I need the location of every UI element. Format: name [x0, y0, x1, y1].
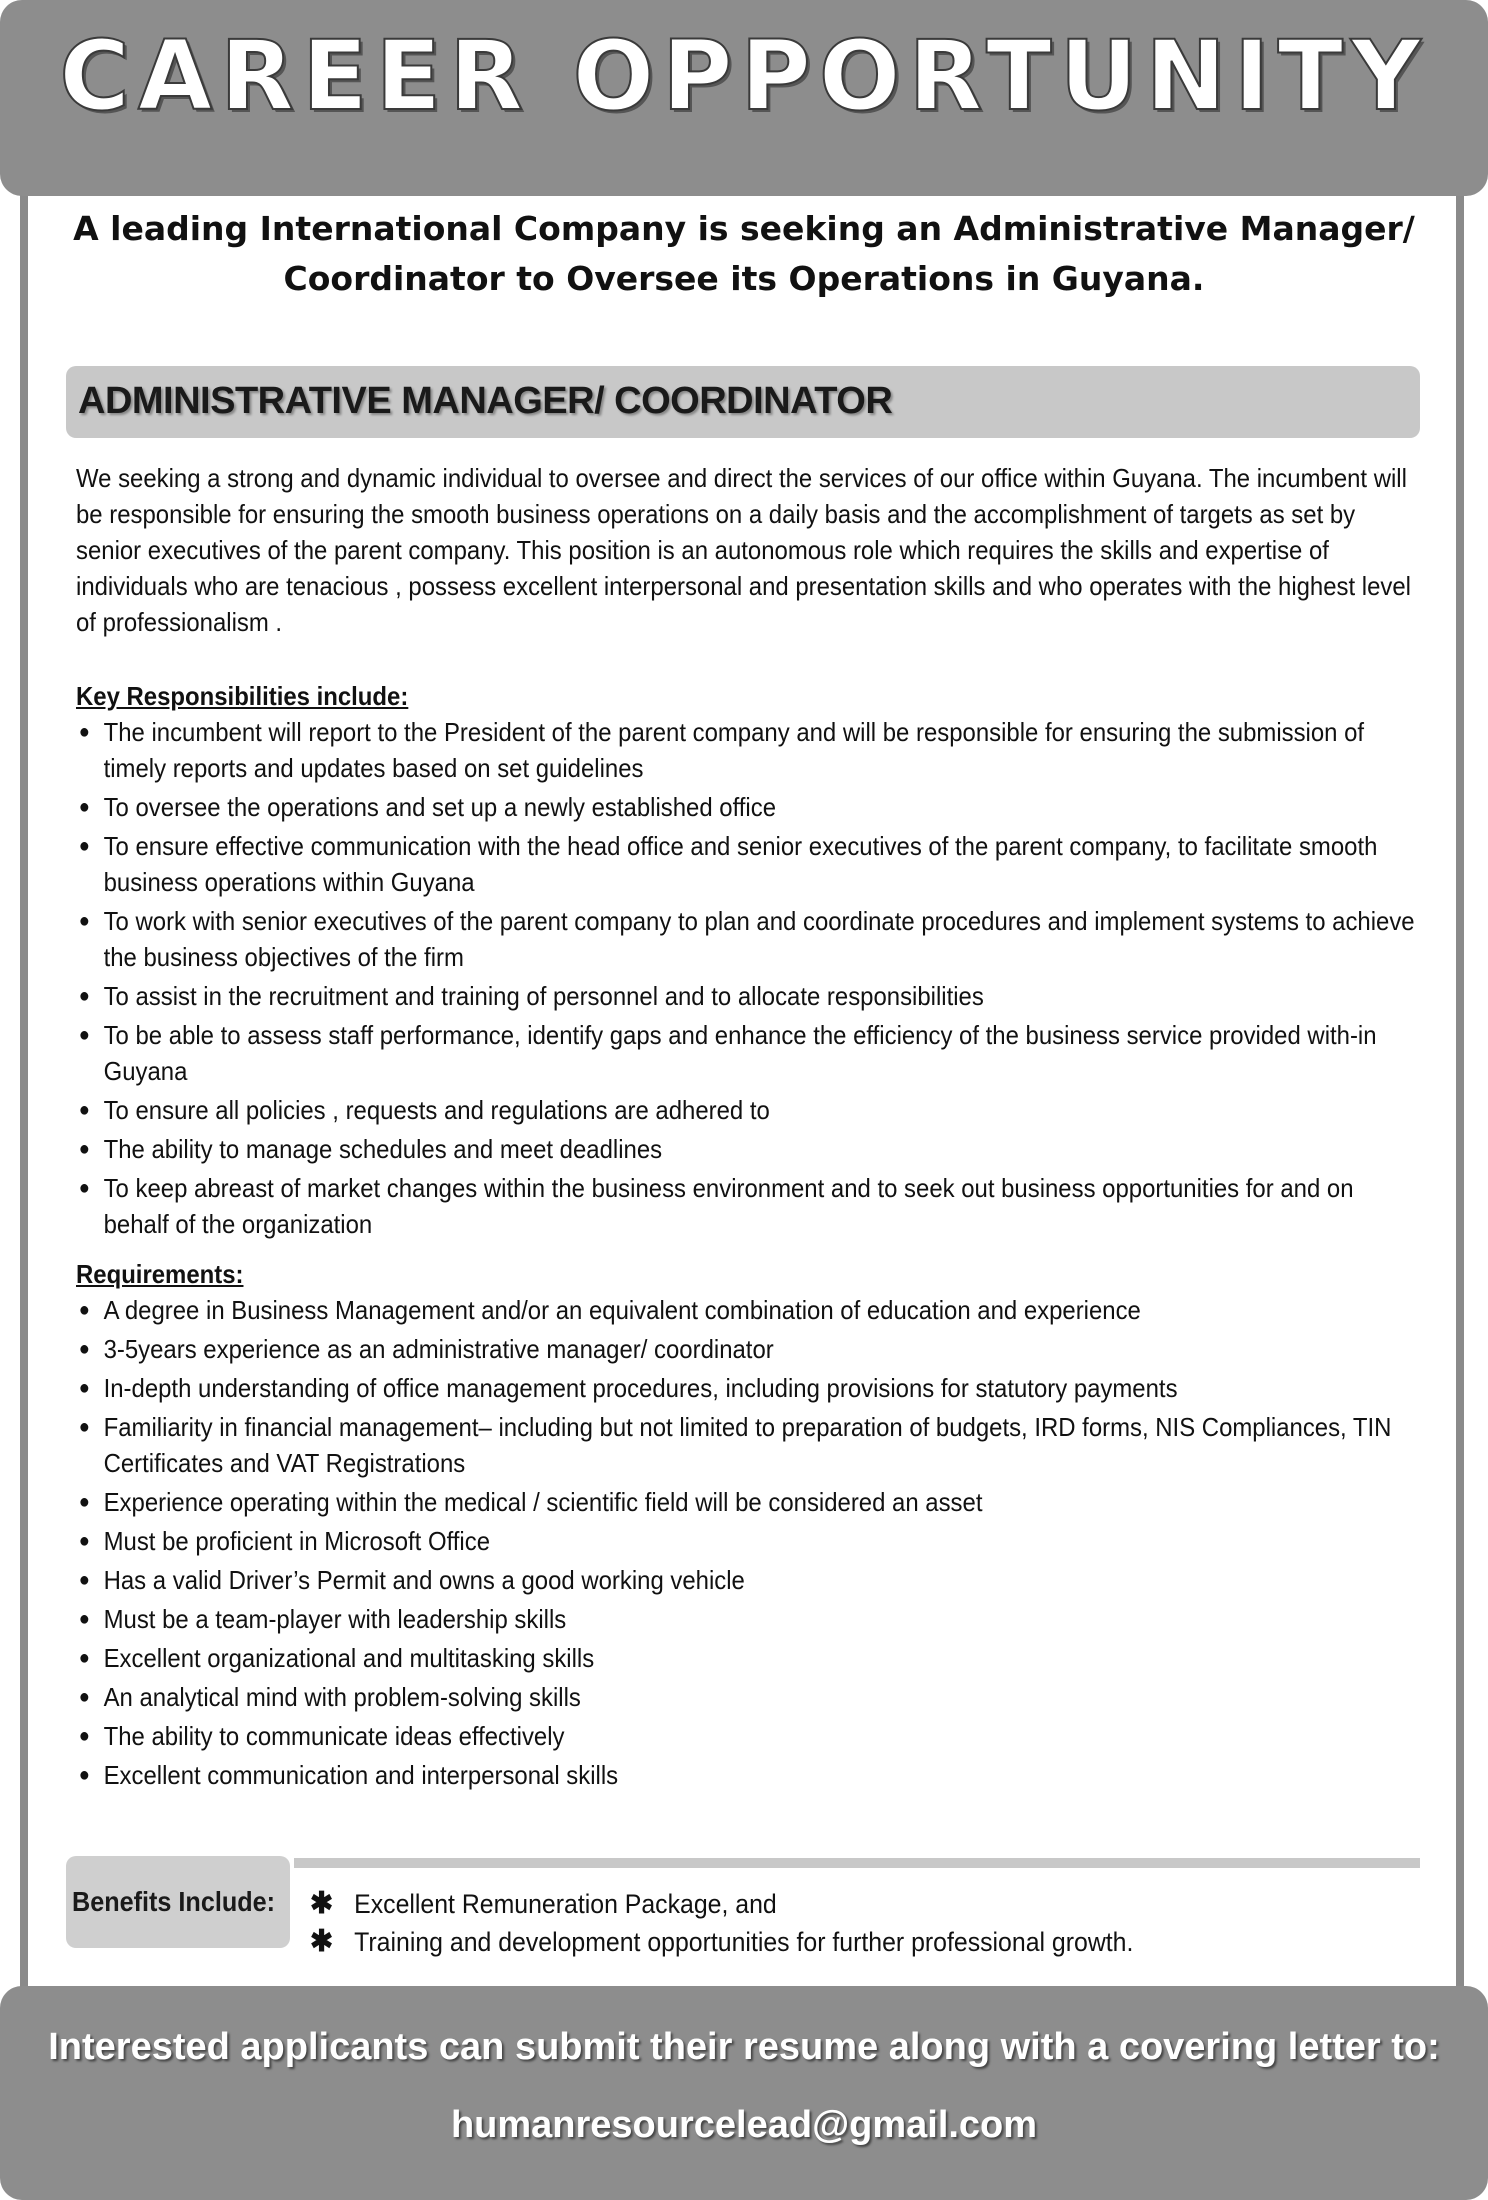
bullet-icon: ●	[78, 1647, 90, 1669]
bullet-icon: ●	[78, 1377, 90, 1399]
bullet-icon: ●	[78, 721, 90, 743]
footer-banner	[0, 1986, 1488, 2200]
list-item: ● To oversee the operations and set up a newly established office	[76, 789, 1415, 825]
tagline-line-1: A leading International Company is seeking an Administrative Manager/	[73, 209, 1415, 248]
bullet-icon: ●	[78, 1138, 90, 1160]
benefits-section	[66, 1856, 1420, 1958]
list-item: ● An analytical mind with problem-solving skills	[76, 1679, 1415, 1715]
bullet-icon: ●	[78, 1725, 90, 1747]
requirements-heading: Requirements:	[76, 1259, 244, 1289]
list-item: ● Familiarity in financial management– including but not limited to preparation of budgets, IRD forms, NIS Compliances, TIN Certificates and VAT Registrations	[76, 1409, 1415, 1481]
bullet-icon: ●	[78, 835, 90, 857]
requirements-section	[76, 1256, 1415, 1796]
asterisk-icon: ✱	[310, 1925, 334, 1958]
list-item: ● Excellent organizational and multitasking skills	[76, 1640, 1415, 1676]
bullet-icon: ●	[78, 1177, 90, 1199]
bullet-icon: ●	[78, 1299, 90, 1321]
list-item: ● Must be a team-player with leadership skills	[76, 1601, 1415, 1637]
benefits-divider	[294, 1858, 1420, 1868]
bullet-icon: ●	[78, 1764, 90, 1786]
benefit-item: ✱ Excellent Remuneration Package, and	[310, 1887, 777, 1920]
benefits-label: Benefits Include:	[72, 1886, 276, 1917]
requirements-list	[76, 1292, 1415, 1793]
list-item: ● In-depth understanding of office management procedures, including provisions for statutory payments	[76, 1370, 1415, 1406]
application-instructions: Interested applicants can submit their resume along with a covering letter to:	[48, 2026, 1440, 2068]
job-description: We seeking a strong and dynamic individual to oversee and direct the services of our office within Guyana. The incumbent will be responsible for ensuring the smooth business operations on a daily basis and the accomplishment of targets as set by senior executives of the parent company. This position is an autonomous role which requires the skills and expertise of individuals who are tenacious , possess excellent interpersonal and presentation skills and who operates with the highest level of professionalism .	[76, 463, 1411, 637]
list-item: ● To work with senior executives of the parent company to plan and coordinate procedures and implement systems to achieve the business objectives of the firm	[76, 903, 1415, 975]
list-item: ● To be able to assess staff performance, identify gaps and enhance the efficiency of the business service provided with-in Guyana	[76, 1017, 1415, 1089]
bullet-icon: ●	[78, 1338, 90, 1360]
responsibilities-section	[76, 678, 1415, 1245]
bullet-icon: ●	[78, 1530, 90, 1552]
header-banner	[0, 0, 1488, 196]
list-item: ● 3-5years experience as an administrative manager/ coordinator	[76, 1331, 1415, 1367]
contact-email[interactable]: humanresourcelead@gmail.com	[450, 2104, 1038, 2146]
responsibilities-heading: Key Responsibilities include:	[76, 681, 409, 711]
list-item: ● To ensure all policies , requests and regulations are adhered to	[76, 1092, 1415, 1128]
bullet-icon: ●	[78, 1024, 90, 1046]
list-item: ● To ensure effective communication with the head office and senior executives of the parent company, to facilitate smooth business operations within Guyana	[76, 828, 1415, 900]
list-item: ● Must be proficient in Microsoft Office	[76, 1523, 1415, 1559]
page-title: CAREER OPPORTUNITY	[59, 20, 1429, 132]
responsibilities-list	[76, 714, 1415, 1242]
list-item: ● Excellent communication and interpersonal skills	[76, 1757, 1415, 1793]
list-item: ● Has a valid Driver’s Permit and owns a good working vehicle	[76, 1562, 1415, 1598]
list-item: ● To assist in the recruitment and training of personnel and to allocate responsibilities	[76, 978, 1415, 1014]
bullet-icon: ●	[78, 1686, 90, 1708]
asterisk-icon: ✱	[310, 1887, 334, 1920]
bullet-icon: ●	[78, 985, 90, 1007]
list-item: ● The incumbent will report to the President of the parent company and will be responsible for ensuring the submission of timely reports and updates based on set guidelines	[76, 714, 1415, 786]
tagline	[60, 204, 1428, 304]
benefit-item: ✱ Training and development opportunities for further professional growth.	[310, 1925, 1134, 1958]
bullet-icon: ●	[78, 1608, 90, 1630]
bullet-icon: ●	[78, 796, 90, 818]
bullet-icon: ●	[78, 1491, 90, 1513]
bullet-icon: ●	[78, 1569, 90, 1591]
list-item: ● A degree in Business Management and/or an equivalent combination of education and experience	[76, 1292, 1415, 1328]
list-item: ● Experience operating within the medical / scientific field will be considered an asset	[76, 1484, 1415, 1520]
benefits-label-box	[66, 1856, 290, 1948]
bullet-icon: ●	[78, 910, 90, 932]
list-item: ● The ability to communicate ideas effectively	[76, 1718, 1415, 1754]
list-item: ● The ability to manage schedules and meet deadlines	[76, 1131, 1415, 1167]
tagline-line-2: Coordinator to Oversee its Operations in Guyana.	[283, 259, 1205, 298]
list-item: ● To keep abreast of market changes within the business environment and to seek out business opportunities for and on behalf of the organization	[76, 1170, 1415, 1242]
bullet-icon: ●	[78, 1099, 90, 1121]
bullet-icon: ●	[78, 1416, 90, 1438]
position-title-bar	[66, 366, 1420, 438]
position-title: ADMINISTRATIVE MANAGER/ COORDINATOR	[78, 380, 893, 422]
